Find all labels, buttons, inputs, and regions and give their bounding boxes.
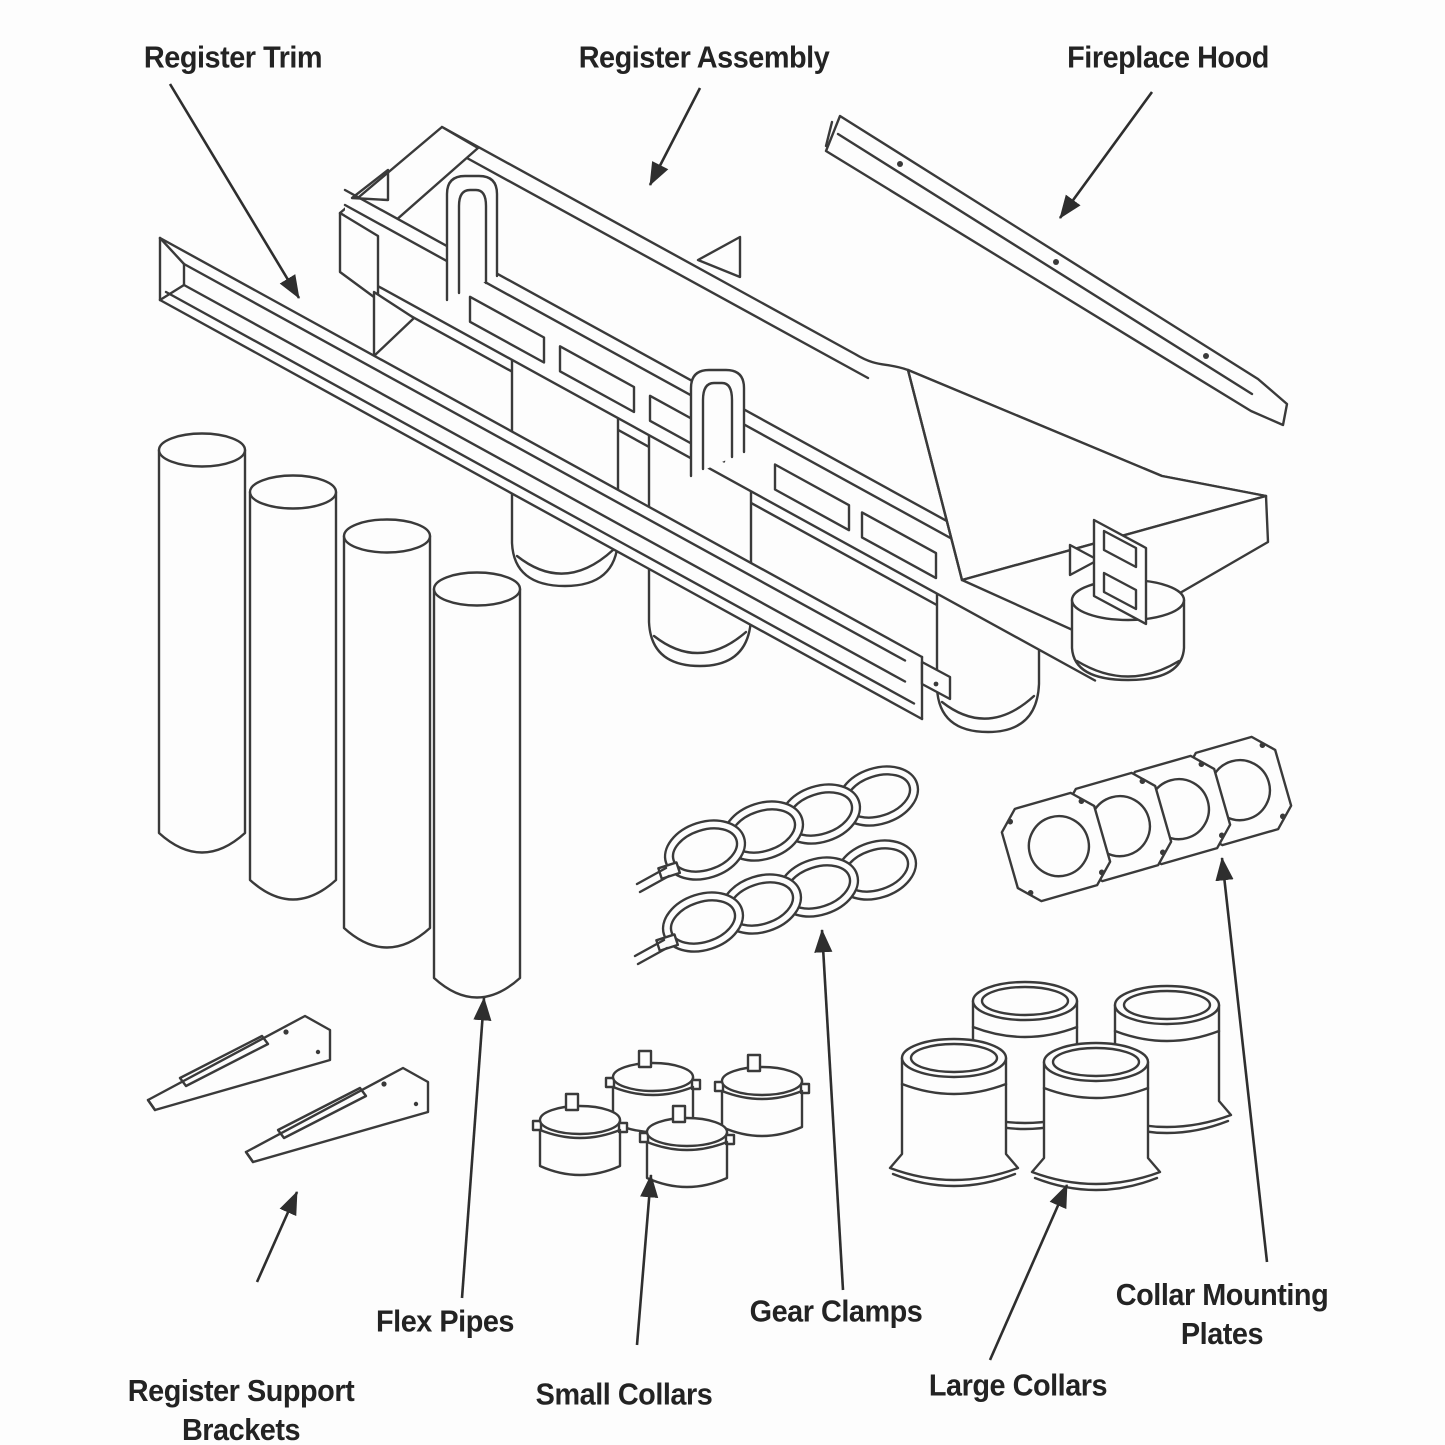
flex-pipe-3 (344, 520, 430, 948)
fireplace-hood-drawing (826, 116, 1287, 425)
collar-mounting-plates-drawing (997, 732, 1297, 907)
label-register-support-brackets (128, 1371, 354, 1445)
small-collars-drawing (533, 1051, 809, 1187)
support-bracket-1 (148, 1016, 330, 1110)
label-register-trim: Register Trim (143, 39, 323, 75)
flex-pipe-2 (250, 476, 336, 900)
arrow-large-collars (990, 1185, 1067, 1360)
label-collar-mounting-plates (1116, 1275, 1328, 1353)
arrow-register-support-brackets (257, 1192, 297, 1282)
arrow-flex-pipes (462, 998, 484, 1298)
register-support-brackets-drawing (148, 1016, 428, 1162)
label-small-collars: Small Collars (535, 1376, 713, 1412)
gear-clamps-drawing (635, 757, 926, 964)
arrow-fireplace-hood (1060, 92, 1152, 218)
label-collar-mounting-line2: Plates (1180, 1316, 1264, 1351)
label-register-assembly: Register Assembly (578, 39, 830, 75)
arrow-register-assembly (650, 88, 700, 185)
flex-pipe-4 (434, 573, 520, 998)
support-bracket-2 (246, 1068, 428, 1162)
flex-pipes-drawing (159, 434, 520, 998)
arrow-small-collars (637, 1175, 651, 1345)
flex-pipe-1 (159, 434, 245, 853)
label-gear-clamps: Gear Clamps (749, 1293, 923, 1329)
label-register-support-line2: Brackets (181, 1412, 301, 1445)
large-collars-drawing (890, 982, 1231, 1190)
label-flex-pipes: Flex Pipes (376, 1303, 514, 1339)
arrow-gear-clamps (822, 930, 843, 1290)
label-register-support-line1: Register Support (127, 1373, 355, 1408)
arrow-collar-mounting-plates (1222, 858, 1267, 1262)
label-fireplace-hood: Fireplace Hood (1067, 39, 1269, 75)
label-collar-mounting-line1: Collar Mounting (1115, 1277, 1329, 1312)
label-large-collars: Large Collars (928, 1367, 1108, 1403)
